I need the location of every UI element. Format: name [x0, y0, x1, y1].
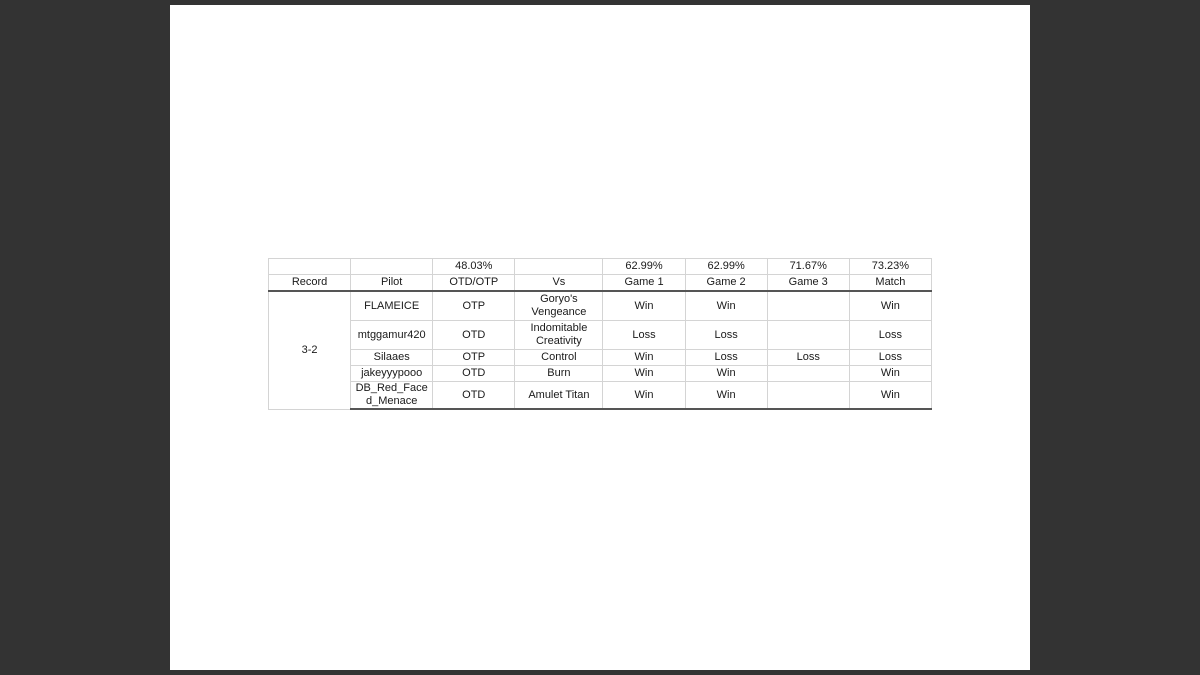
document-page [170, 5, 1030, 670]
table-row [269, 350, 932, 366]
game1-cell: Win [603, 291, 685, 321]
percentage-row [269, 259, 932, 275]
record-cell: 3-2 [269, 291, 351, 409]
vs-cell: Control [515, 350, 603, 366]
game2-percentage: 62.99% [685, 259, 767, 275]
pilot-cell: jakeyyypooo [351, 366, 433, 382]
game3-cell: Loss [767, 350, 849, 366]
vs-cell: Burn [515, 366, 603, 382]
match-cell: Win [849, 366, 931, 382]
vs-cell: Amulet Titan [515, 382, 603, 410]
header-vs: Vs [515, 275, 603, 292]
match-percentage: 73.23% [849, 259, 931, 275]
otd-otp-cell: OTD [433, 366, 515, 382]
otd-otp-cell: OTP [433, 291, 515, 321]
header-record: Record [269, 275, 351, 292]
game2-cell: Win [685, 291, 767, 321]
table-row [269, 291, 932, 321]
otd-otp-cell: OTP [433, 350, 515, 366]
header-pilot: Pilot [351, 275, 433, 292]
header-game1: Game 1 [603, 275, 685, 292]
game2-cell: Loss [685, 350, 767, 366]
empty-cell [269, 259, 351, 275]
game3-cell [767, 366, 849, 382]
game3-cell [767, 382, 849, 410]
match-cell: Win [849, 382, 931, 410]
game2-cell: Win [685, 382, 767, 410]
game1-cell: Win [603, 366, 685, 382]
header-row [269, 275, 932, 292]
game1-cell: Win [603, 382, 685, 410]
match-cell: Win [849, 291, 931, 321]
match-results-table [268, 258, 932, 410]
header-game3: Game 3 [767, 275, 849, 292]
header-otd-otp: OTD/OTP [433, 275, 515, 292]
game3-cell [767, 321, 849, 350]
game3-percentage: 71.67% [767, 259, 849, 275]
game2-cell: Loss [685, 321, 767, 350]
header-match: Match [849, 275, 931, 292]
pilot-cell: Silaaes [351, 350, 433, 366]
otd-otp-percentage: 48.03% [433, 259, 515, 275]
game3-cell [767, 291, 849, 321]
empty-cell [515, 259, 603, 275]
pilot-cell: DB_Red_Faced_Menace [351, 382, 433, 410]
pilot-cell: mtggamur420 [351, 321, 433, 350]
vs-cell: Goryo's Vengeance [515, 291, 603, 321]
match-cell: Loss [849, 350, 931, 366]
game1-cell: Loss [603, 321, 685, 350]
match-cell: Loss [849, 321, 931, 350]
header-game2: Game 2 [685, 275, 767, 292]
otd-otp-cell: OTD [433, 382, 515, 410]
game2-cell: Win [685, 366, 767, 382]
vs-cell: Indomitable Creativity [515, 321, 603, 350]
otd-otp-cell: OTD [433, 321, 515, 350]
pilot-cell: FLAMEICE [351, 291, 433, 321]
game1-cell: Win [603, 350, 685, 366]
empty-cell [351, 259, 433, 275]
game1-percentage: 62.99% [603, 259, 685, 275]
table-row [269, 382, 932, 410]
table-row [269, 366, 932, 382]
table-row [269, 321, 932, 350]
